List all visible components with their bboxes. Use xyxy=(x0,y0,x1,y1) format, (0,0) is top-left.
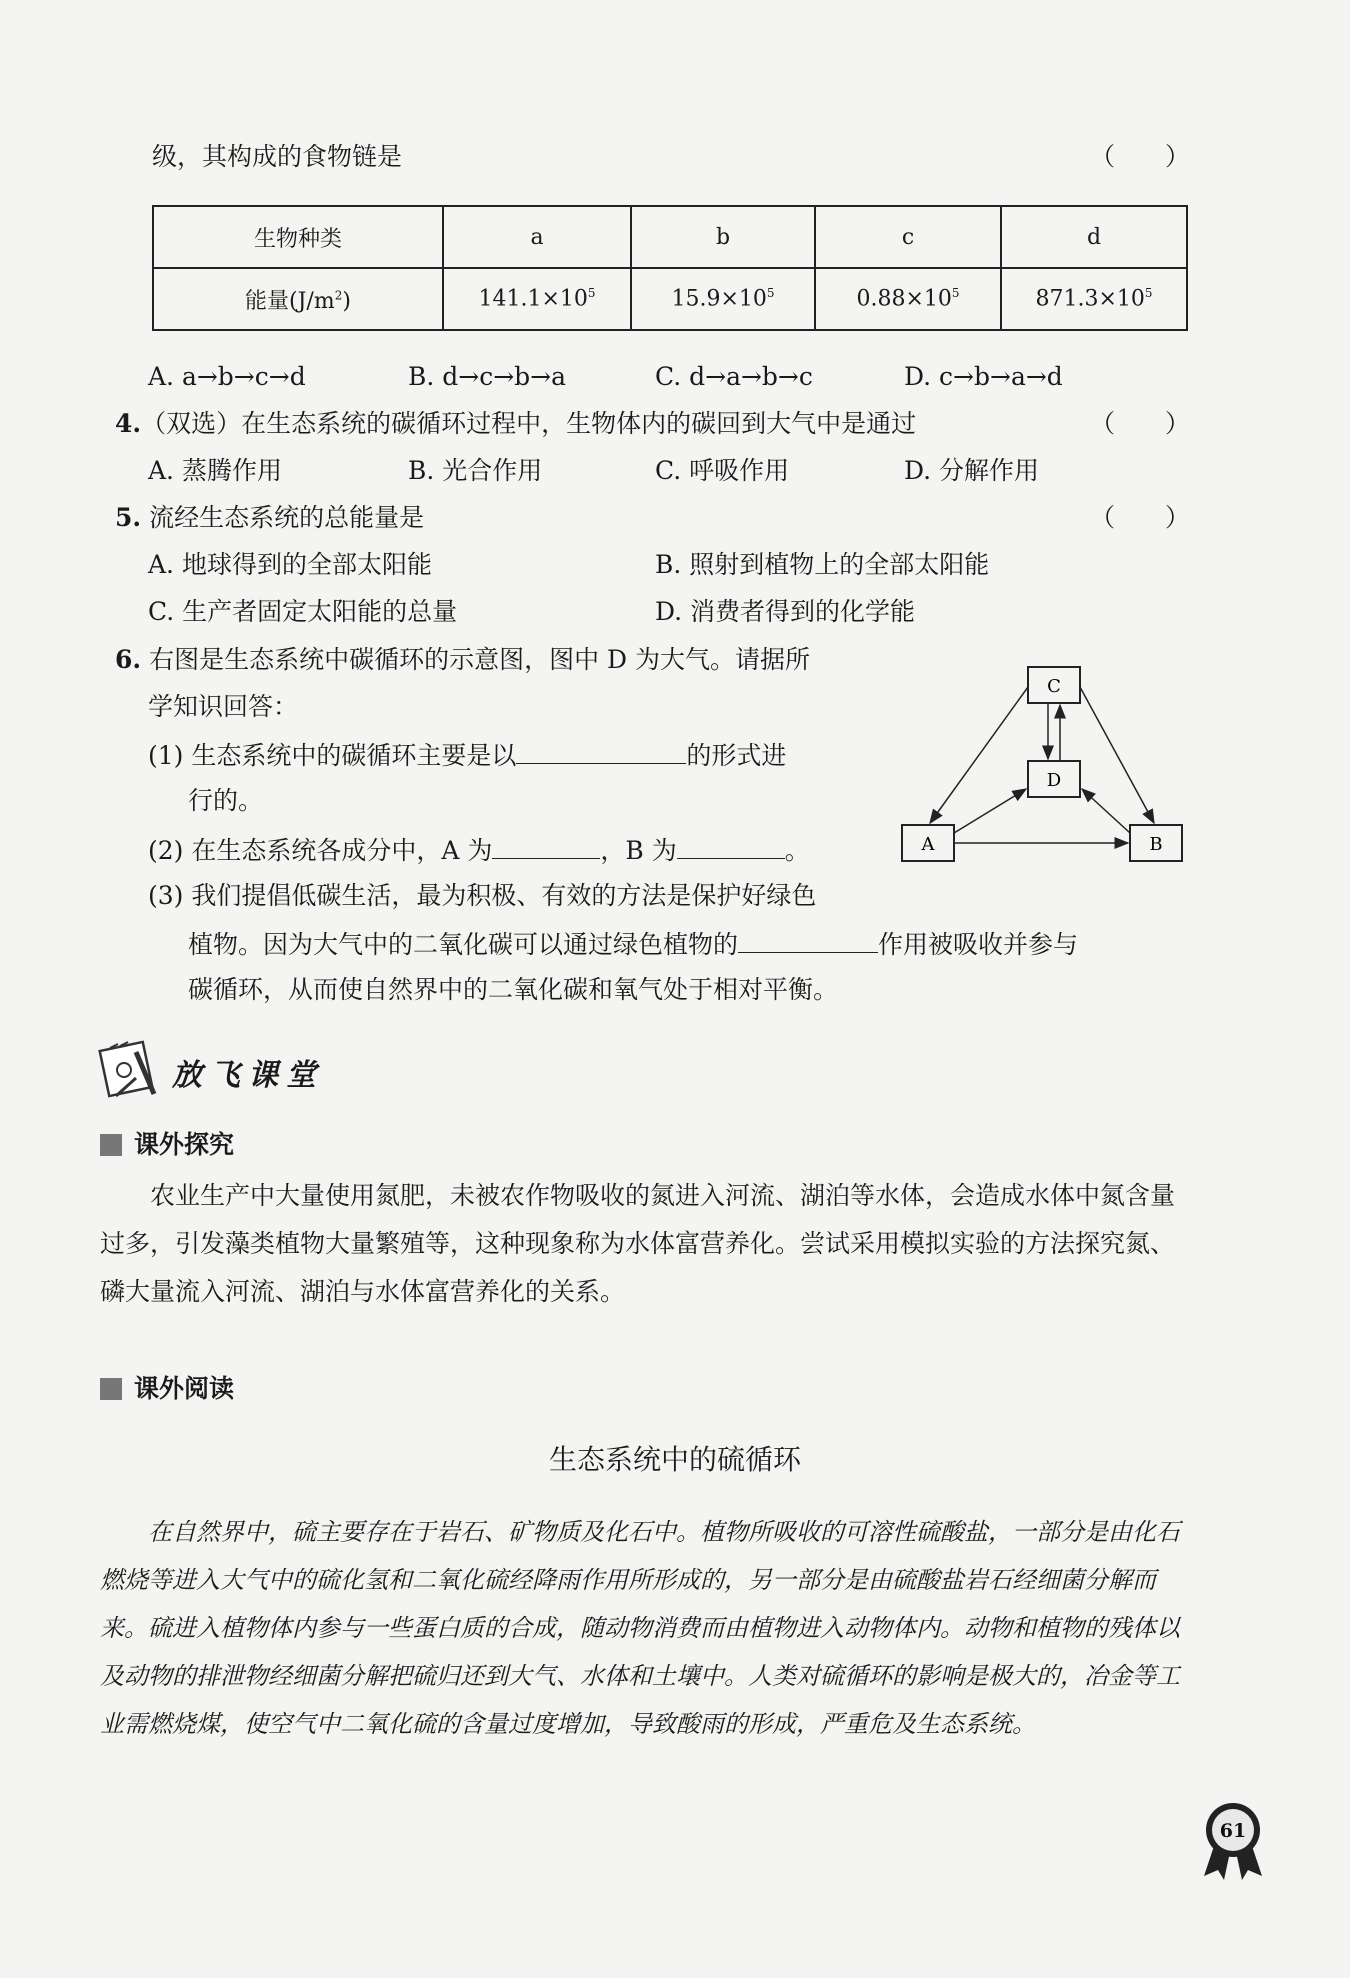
table-cell: $871.3\times 10^5$ xyxy=(1001,268,1187,330)
q5-option-c[interactable]: C. 生产者固定太阳能的总量 xyxy=(148,597,458,626)
q6-stem-cont: 学知识回答： xyxy=(148,692,299,721)
q5-answer-paren[interactable]: （ ） xyxy=(1089,503,1190,532)
table-cell: $15.9\times 10^5$ xyxy=(631,268,815,330)
carbon-cycle-diagram xyxy=(900,665,1200,875)
q4-option-c[interactable]: C. 呼吸作用 xyxy=(655,456,790,485)
table-row xyxy=(153,206,1187,268)
q6-sub3-cont: 植物。因为大气中的二氧化碳可以通过绿色植物的 作用被吸收并参与 xyxy=(188,926,1078,962)
answer-blank[interactable] xyxy=(677,832,785,859)
notebook-pencil-icon xyxy=(96,1038,168,1100)
q3-option-a[interactable]: A. a→b→c→d xyxy=(148,362,306,391)
table-cell-label: 能量$(J/m^2)$ xyxy=(153,268,443,330)
q3-answer-paren[interactable]: （ ） xyxy=(1089,142,1190,171)
q6-sub1: (1) 生态系统中的碳循环主要是以 的形式进 xyxy=(148,737,786,773)
arrow-a-to-d xyxy=(954,789,1026,833)
arrow-b-to-d xyxy=(1082,789,1130,833)
q5-stem: 5. 流经生态系统的总能量是 xyxy=(115,503,425,532)
q5-option-b[interactable]: B. 照射到植物上的全部太阳能 xyxy=(655,550,990,579)
reading-text: 在自然界中，硫主要存在于岩石、矿物质及化石中。植物所吸收的可溶性硫酸盐，一部分是由化石燃烧等进入大气中的硫化氢和二氧化硫经降雨作用所形成的，另一部分是由硫酸盐岩石经细菌分解而来。硫进入植物体内参与一些蛋白质的合成，随动物消费而由植物进入动物体内。动物和植物的残体以及动物的排泄物经细菌分解把硫归还到大气、水体和土壤中。人类对硫循环的影响是极大的，冶金等工业需燃烧煤，使空气中二氧化硫的含量过度增加，导致酸雨的形成，严重危及生态系统。 xyxy=(100,1518,1180,1738)
table-header: c xyxy=(815,206,1001,268)
answer-blank[interactable] xyxy=(492,832,600,859)
q4-option-a[interactable]: A. 蒸腾作用 xyxy=(148,456,282,485)
q3-stem: 级，其构成的食物链是 xyxy=(152,142,403,171)
node-c-label: C xyxy=(1047,676,1061,697)
page-number-badge xyxy=(1200,1800,1266,1880)
q4-stem: 4.（双选）在生态系统的碳循环过程中，生物体内的碳回到大气中是通过 xyxy=(115,409,917,438)
explore-heading: 课外探究 xyxy=(100,1128,234,1162)
q6-sub2: (2) 在生态系统各成分中，A 为 ，B 为 。 xyxy=(148,832,810,868)
node-b-label: B xyxy=(1149,834,1163,855)
q5-option-d[interactable]: D. 消费者得到的化学能 xyxy=(655,597,916,626)
q4-option-b[interactable]: B. 光合作用 xyxy=(408,456,543,485)
q6-stem: 6. 右图是生态系统中碳循环的示意图，图中 D 为大气。请据所 xyxy=(115,645,811,674)
q4-option-d[interactable]: D. 分解作用 xyxy=(904,456,1040,485)
answer-blank[interactable] xyxy=(738,926,878,953)
arrow-c-to-b xyxy=(1080,687,1154,823)
explore-text: 农业生产中大量使用氮肥，未被农作物吸收的氮进入河流、湖泊等水体，会造成水体中氮含量过多，引发藻类植物大量繁殖等，这种现象称为水体富营养化。尝试采用模拟实验的方法探究氮、磷大量流入河流、湖泊与水体富营养化的关系。 xyxy=(100,1181,1176,1306)
q3-option-c[interactable]: C. d→a→b→c xyxy=(655,362,813,391)
section-logo xyxy=(96,1038,336,1100)
q6-sub1-cont: 行的。 xyxy=(188,786,264,815)
answer-blank[interactable] xyxy=(516,737,686,764)
arrow-c-to-a xyxy=(930,687,1028,823)
table-header: b xyxy=(631,206,815,268)
reading-title: 生态系统中的硫循环 xyxy=(548,1443,801,1476)
page-number: 61 xyxy=(1219,1820,1247,1842)
table-row xyxy=(153,268,1187,330)
node-a-label: A xyxy=(921,834,935,855)
q5-option-a[interactable]: A. 地球得到的全部太阳能 xyxy=(148,550,432,579)
table-header: d xyxy=(1001,206,1187,268)
energy-table xyxy=(152,205,1188,331)
table-header: a xyxy=(443,206,631,268)
square-bullet-icon xyxy=(100,1378,122,1400)
table-cell: $0.88\times 10^5$ xyxy=(815,268,1001,330)
table-cell: $141.1\times 10^5$ xyxy=(443,268,631,330)
section-logo-text: 放飞课堂 xyxy=(172,1058,324,1093)
square-bullet-icon xyxy=(100,1134,122,1156)
reading-heading: 课外阅读 xyxy=(100,1372,234,1406)
q4-answer-paren[interactable]: （ ） xyxy=(1089,409,1190,438)
q6-sub3: (3) 我们提倡低碳生活，最为积极、有效的方法是保护好绿色 xyxy=(148,881,817,910)
q3-option-d[interactable]: D. c→b→a→d xyxy=(904,362,1063,391)
q6-sub3-end: 碳循环，从而使自然界中的二氧化碳和氧气处于相对平衡。 xyxy=(188,975,839,1004)
q3-option-b[interactable]: B. d→c→b→a xyxy=(408,362,567,391)
node-d-label: D xyxy=(1046,770,1062,791)
table-header: 生物种类 xyxy=(153,206,443,268)
